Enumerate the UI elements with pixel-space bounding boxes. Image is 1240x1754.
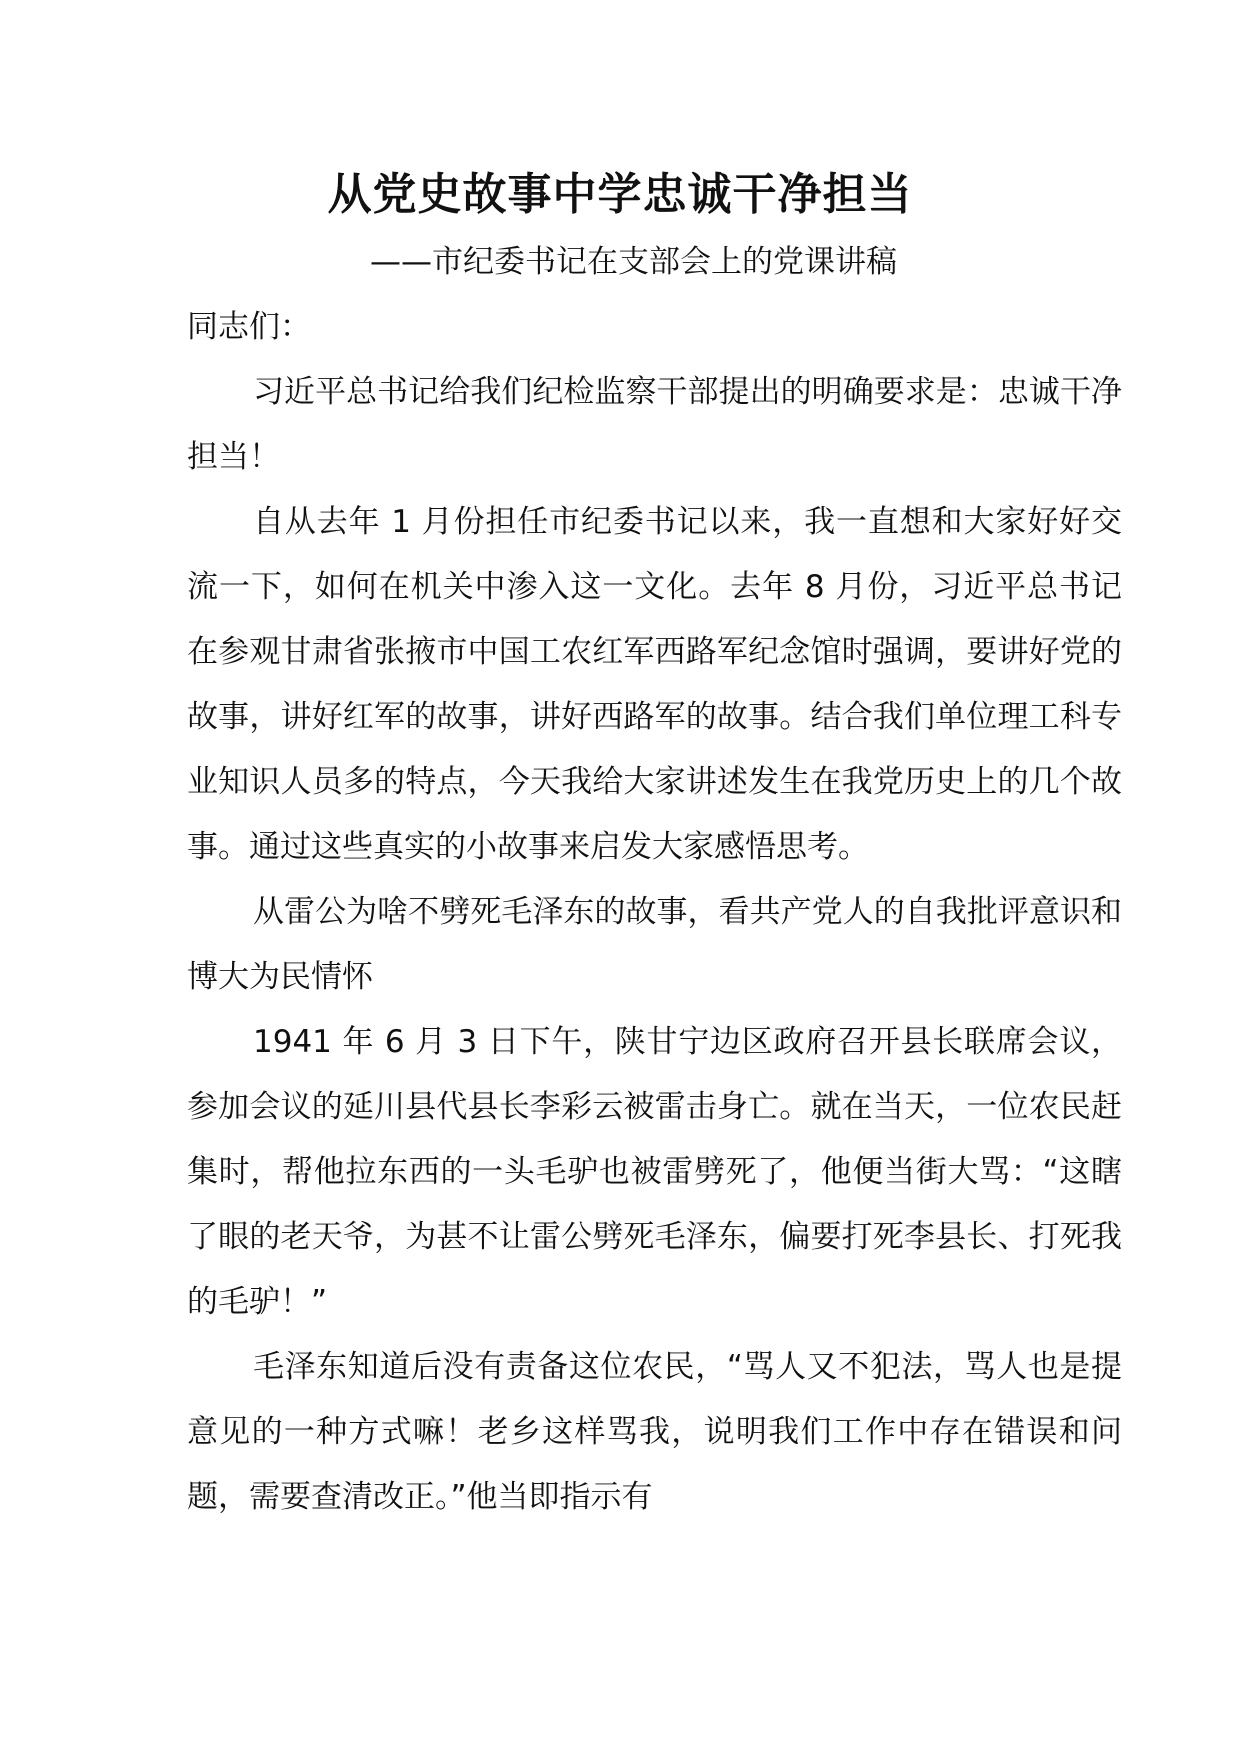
paragraph: 自从去年 1 月份担任市纪委书记以来，我一直想和大家好好交流一下，如何在机关中渗入这一文化。去年 8 月份，习近平总书记在参观甘肃省张掖市中国工农红军西路军纪念馆时强调，要讲好党的故事，讲好红军的故事，讲好西路军的故事。结合我们单位理工科专业知识人员多的特点，今天我给大家讲述发生在我党历史上的几个故事。通过这些真实的小故事来启发大家感悟思考。 bbox=[187, 504, 1122, 865]
document-title: 从党史故事中学忠诚干净担当 bbox=[327, 169, 913, 220]
section-heading: 从雷公为啥不劈死毛泽东的故事，看共产党人的自我批评意识和博大为民情怀 bbox=[187, 894, 1122, 995]
document-body bbox=[187, 295, 1122, 1530]
paragraph: 习近平总书记给我们纪检监察干部提出的明确要求是：忠诚干净担当！ bbox=[187, 374, 1122, 475]
paragraph: 毛泽东知道后没有责备这位农民，“骂人又不犯法，骂人也是提意见的一种方式嘛！老乡这样骂我，说明我们工作中存在错误和问题，需要查清改正。”他当即指示有 bbox=[187, 1349, 1122, 1515]
document-subtitle: ——市纪委书记在支部会上的党课讲稿 bbox=[370, 244, 897, 280]
paragraph: 1941 年 6 月 3 日下午，陕甘宁边区政府召开县长联席会议，参加会议的延川县代县长李彩云被雷击身亡。就在当天，一位农民赶集时，帮他拉东西的一头毛驴也被雷劈死了，他便当街大骂：“这瞎了眼的老天爷，为甚不让雷公劈死毛泽东，偏要打死李县长、打死我的毛驴！” bbox=[187, 1024, 1122, 1320]
salutation: 同志们： bbox=[187, 309, 311, 345]
